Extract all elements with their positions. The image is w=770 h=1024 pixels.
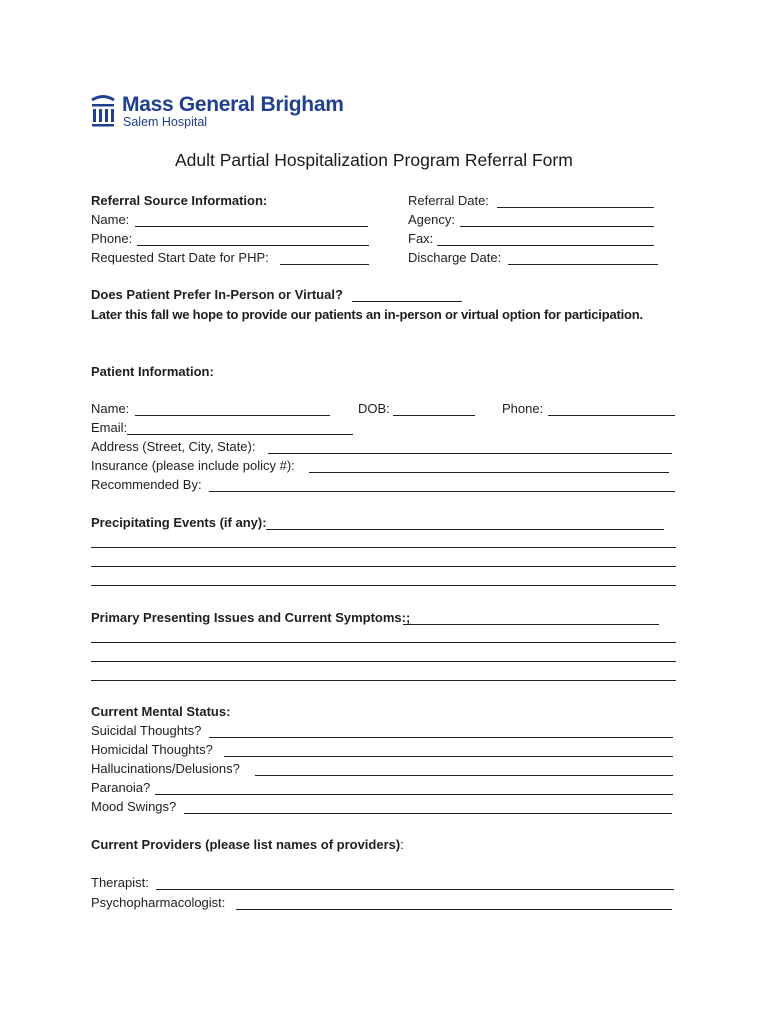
agency-field[interactable]: [460, 226, 654, 227]
patient-phone-label: Phone:: [502, 401, 544, 416]
patient-name-label: Name:: [91, 401, 130, 416]
preference-field[interactable]: [352, 301, 462, 302]
presenting-heading-text: Primary Presenting Issues and Current Symptoms:: [91, 610, 406, 625]
email-label: Email:: [91, 420, 128, 435]
homicidal-label: Homicidal Thoughts?: [91, 742, 213, 757]
referrer-name-label: Name:: [91, 212, 130, 227]
agency-label: Agency:: [408, 212, 455, 227]
referrer-phone-label: Phone:: [91, 231, 133, 246]
dob-label: DOB:: [358, 401, 390, 416]
referral-date-label: Referral Date:: [408, 193, 489, 208]
preference-question: Does Patient Prefer In-Person or Virtual?: [91, 287, 343, 302]
form-title: Adult Partial Hospitalization Program Referral Form: [175, 150, 573, 170]
presenting-heading-colon: ;: [405, 610, 411, 625]
precipitating-heading: Precipitating Events (if any):: [91, 515, 267, 530]
referrer-name-field[interactable]: [135, 226, 368, 227]
suicidal-field[interactable]: [209, 737, 673, 738]
therapist-label: Therapist:: [91, 875, 149, 890]
providers-heading-colon: :: [400, 837, 404, 852]
presenting-line-2[interactable]: [91, 642, 676, 643]
precipitating-line-1[interactable]: [266, 529, 664, 530]
mood-swings-label: Mood Swings?: [91, 799, 177, 814]
suicidal-label: Suicidal Thoughts?: [91, 723, 202, 738]
referral-date-field[interactable]: [497, 207, 654, 208]
email-field[interactable]: [127, 434, 353, 435]
recommended-by-field[interactable]: [209, 491, 675, 492]
address-field[interactable]: [268, 453, 672, 454]
paranoia-label: Paranoia?: [91, 780, 151, 795]
paranoia-field[interactable]: [155, 794, 673, 795]
referral-source-heading: Referral Source Information:: [91, 193, 268, 208]
discharge-date-field[interactable]: [508, 264, 658, 265]
therapist-field[interactable]: [156, 889, 674, 890]
precipitating-line-2[interactable]: [91, 547, 676, 548]
fax-field[interactable]: [437, 245, 654, 246]
referrer-phone-field[interactable]: [137, 245, 369, 246]
discharge-date-label: Discharge Date:: [408, 250, 502, 265]
precipitating-line-3[interactable]: [91, 566, 676, 567]
org-logo: [90, 94, 350, 134]
org-subtitle: Salem Hospital: [123, 115, 208, 129]
hallucinations-label: Hallucinations/Delusions?: [91, 761, 240, 776]
psychopharmacologist-field[interactable]: [236, 909, 672, 910]
building-columns-icon: [90, 94, 116, 128]
patient-phone-field[interactable]: [548, 415, 675, 416]
start-date-field[interactable]: [280, 264, 369, 265]
psychopharmacologist-label: Psychopharmacologist:: [91, 895, 226, 910]
org-name: Mass General Brigham: [122, 93, 344, 116]
homicidal-field[interactable]: [224, 756, 673, 757]
address-label: Address (Street, City, State):: [91, 439, 256, 454]
precipitating-line-4[interactable]: [91, 585, 676, 586]
insurance-field[interactable]: [309, 472, 669, 473]
mood-swings-field[interactable]: [184, 813, 672, 814]
preference-note: Later this fall we hope to provide our patients an in-person or virtual option for participation.: [91, 307, 643, 322]
providers-heading-text: Current Providers (please list names of providers): [91, 837, 401, 852]
patient-name-field[interactable]: [135, 415, 330, 416]
fax-label: Fax:: [408, 231, 434, 246]
presenting-line-1[interactable]: [403, 624, 659, 625]
presenting-heading: [91, 610, 410, 626]
providers-heading: [91, 837, 404, 853]
dob-field[interactable]: [393, 415, 475, 416]
start-date-label: Requested Start Date for PHP:: [91, 250, 269, 265]
mental-status-heading: Current Mental Status:: [91, 704, 231, 719]
hallucinations-field[interactable]: [255, 775, 673, 776]
insurance-label: Insurance (please include policy #):: [91, 458, 295, 473]
presenting-line-4[interactable]: [91, 680, 676, 681]
presenting-line-3[interactable]: [91, 661, 676, 662]
patient-info-heading: Patient Information:: [91, 364, 214, 379]
recommended-by-label: Recommended By:: [91, 477, 202, 492]
